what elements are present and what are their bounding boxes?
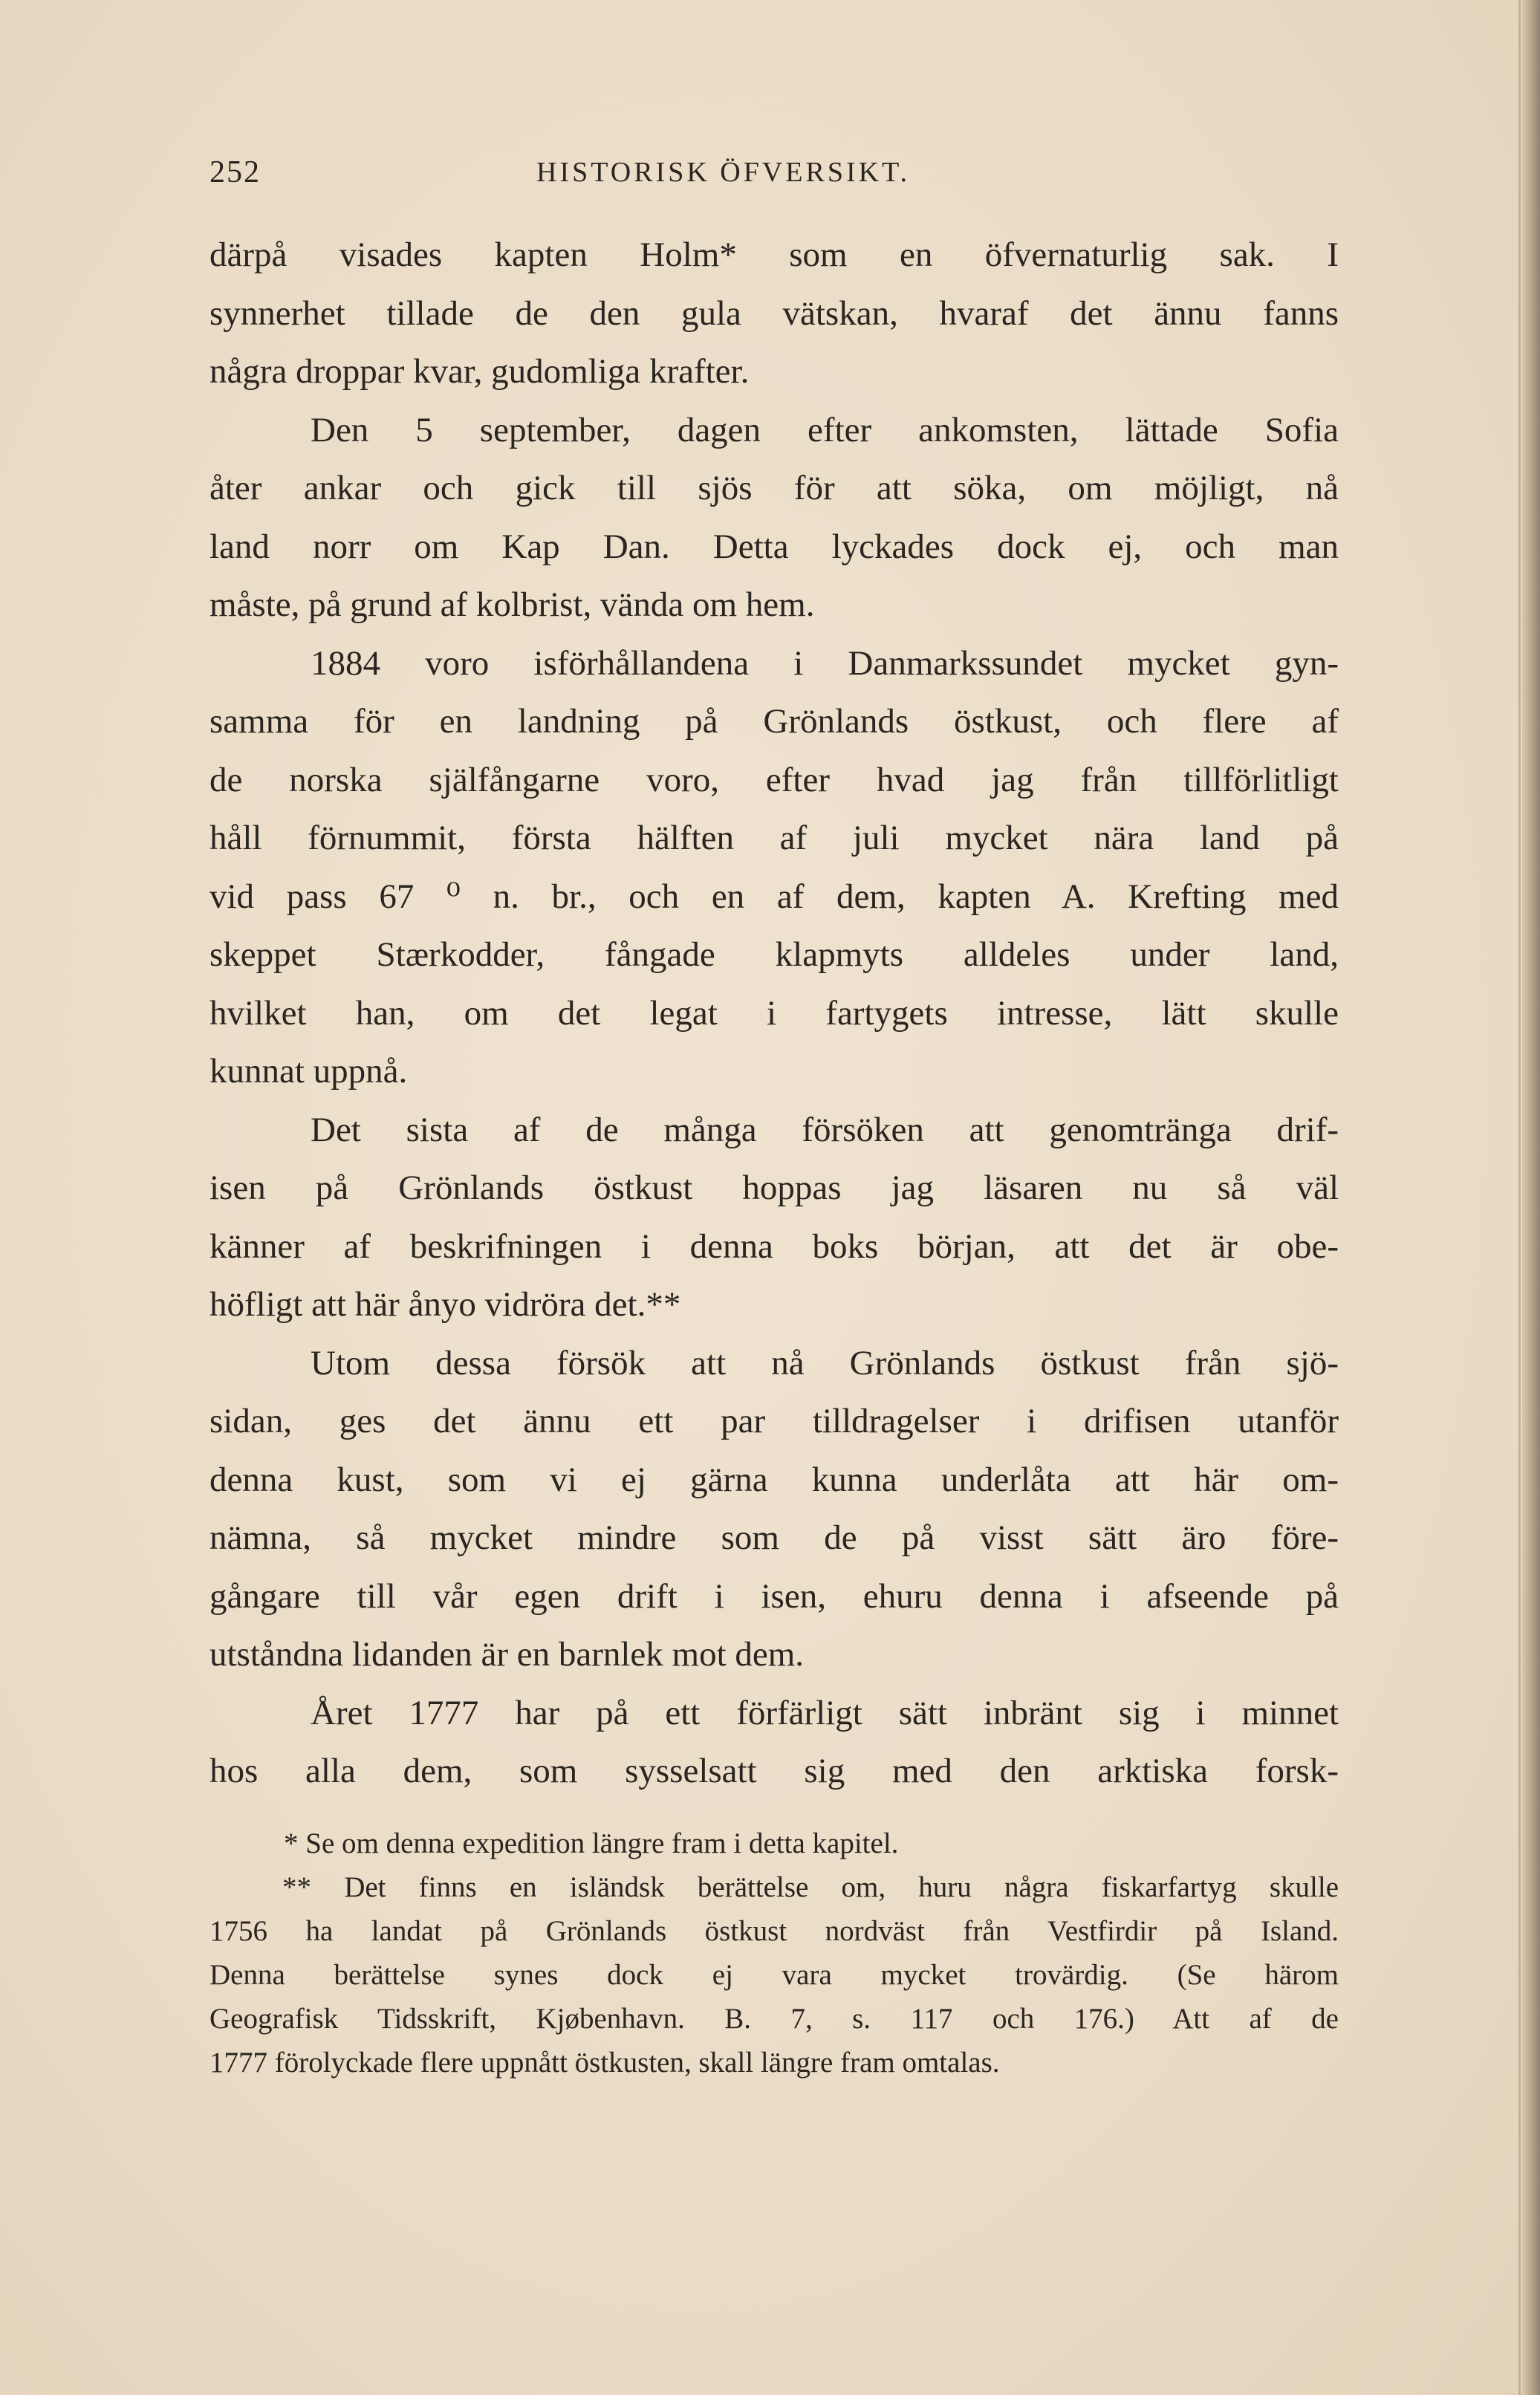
body-line: kunnat uppnå. [209,1052,408,1091]
body-line: Året 1777 har på ett förfärligt sätt inbränt sig i minnet [311,1693,1339,1732]
footnote-line: Geografisk Tidsskrift, Kjøbenhavn. B. 7, s. 117 och 176.) Att af de [209,2003,1339,2035]
body-text [209,226,1339,1801]
body-line: känner af beskrifningen i denna boks början, att det är obe- [209,1226,1339,1266]
body-line: håll förnummit, första hälften af juli mycket nära land på [209,819,1339,857]
body-line: synnerhet tillade de den gula vätskan, hvaraf det ännu fanns [209,293,1339,333]
body-line: hos alla dem, som sysselsatt sig med den arktiska forsk- [209,1752,1339,1790]
body-line: sidan, ges det ännu ett par tilldragelser i drifisen utanför [209,1402,1339,1440]
body-line: Det sista af de många försöken att genomtränga drif- [311,1110,1339,1149]
footnote-line: * Se om denna expedition längre fram i detta kapitel. [284,1827,899,1859]
body-line: måste, på grund af kolbrist, vända om hem. [209,585,815,624]
body-line: hvilket han, om det legat i fartygets intresse, lätt skulle [209,993,1339,1033]
footnote-line: 1756 ha landat på Grönlands östkust nordväst från Vestfirdir på Island. [209,1915,1339,1947]
body-line: denna kust, som vi ej gärna kunna underlåta att här om- [209,1460,1339,1499]
body-line: utståndna lidanden är en barnlek mot dem. [209,1635,805,1674]
body-line: 1884 voro isförhållandena i Danmarkssundet mycket gyn- [311,643,1339,683]
body-line: samma för en landning på Grönlands östkust, och flere af [209,702,1339,741]
body-line: därpå visades kapten Holm* som en öfvernaturlig sak. I [209,235,1339,274]
body-line: land norr om Kap Dan. Detta lyckades dock ej, och man [209,527,1339,566]
page-header [209,155,1339,199]
footnote-line: Denna berättelse synes dock ej vara mycket trovärdig. (Se härom [209,1959,1339,1991]
page-edge-shadow [1522,0,1540,2395]
body-line: höfligt att här ånyo vidröra det.** [209,1285,681,1324]
footnote-line: ** Det finns en isländsk berättelse om, huru några fiskarfartyg skulle [282,1871,1339,1903]
body-line: skeppet Stærkodder, fångade klapmyts alldeles under land, [209,935,1339,974]
body-line: nämna, så mycket mindre som de på visst sätt äro före- [209,1518,1339,1557]
body-line: några droppar kvar, gudomliga krafter. [209,352,750,391]
body-line: vid pass 67 ⁰ n. br., och en af dem, kapten A. Krefting med [209,877,1339,916]
page-number: 252 [209,155,261,189]
page-edge-shadow-line [1518,0,1521,2395]
body-line: isen på Grönlands östkust hoppas jag läsaren nu så väl [209,1169,1339,1207]
running-head: HISTORISK ÖFVERSIKT. [536,157,910,188]
body-line: gångare till vår egen drift i isen, ehuru denna i afseende på [209,1576,1339,1616]
body-line: Utom dessa försök att nå Grönlands östkust från sjö- [311,1343,1339,1382]
body-line: de norska själfångarne voro, efter hvad jag från tillförlitligt [209,760,1339,799]
footnotes [209,1822,1339,2084]
body-line: åter ankar och gick till sjös för att söka, om möjligt, nå [209,469,1339,507]
footnote-line: 1777 förolyckade flere uppnått östkusten, skall längre fram omtalas. [209,2047,1000,2079]
body-line: Den 5 september, dagen efter ankomsten, lättade Sofia [311,410,1339,449]
